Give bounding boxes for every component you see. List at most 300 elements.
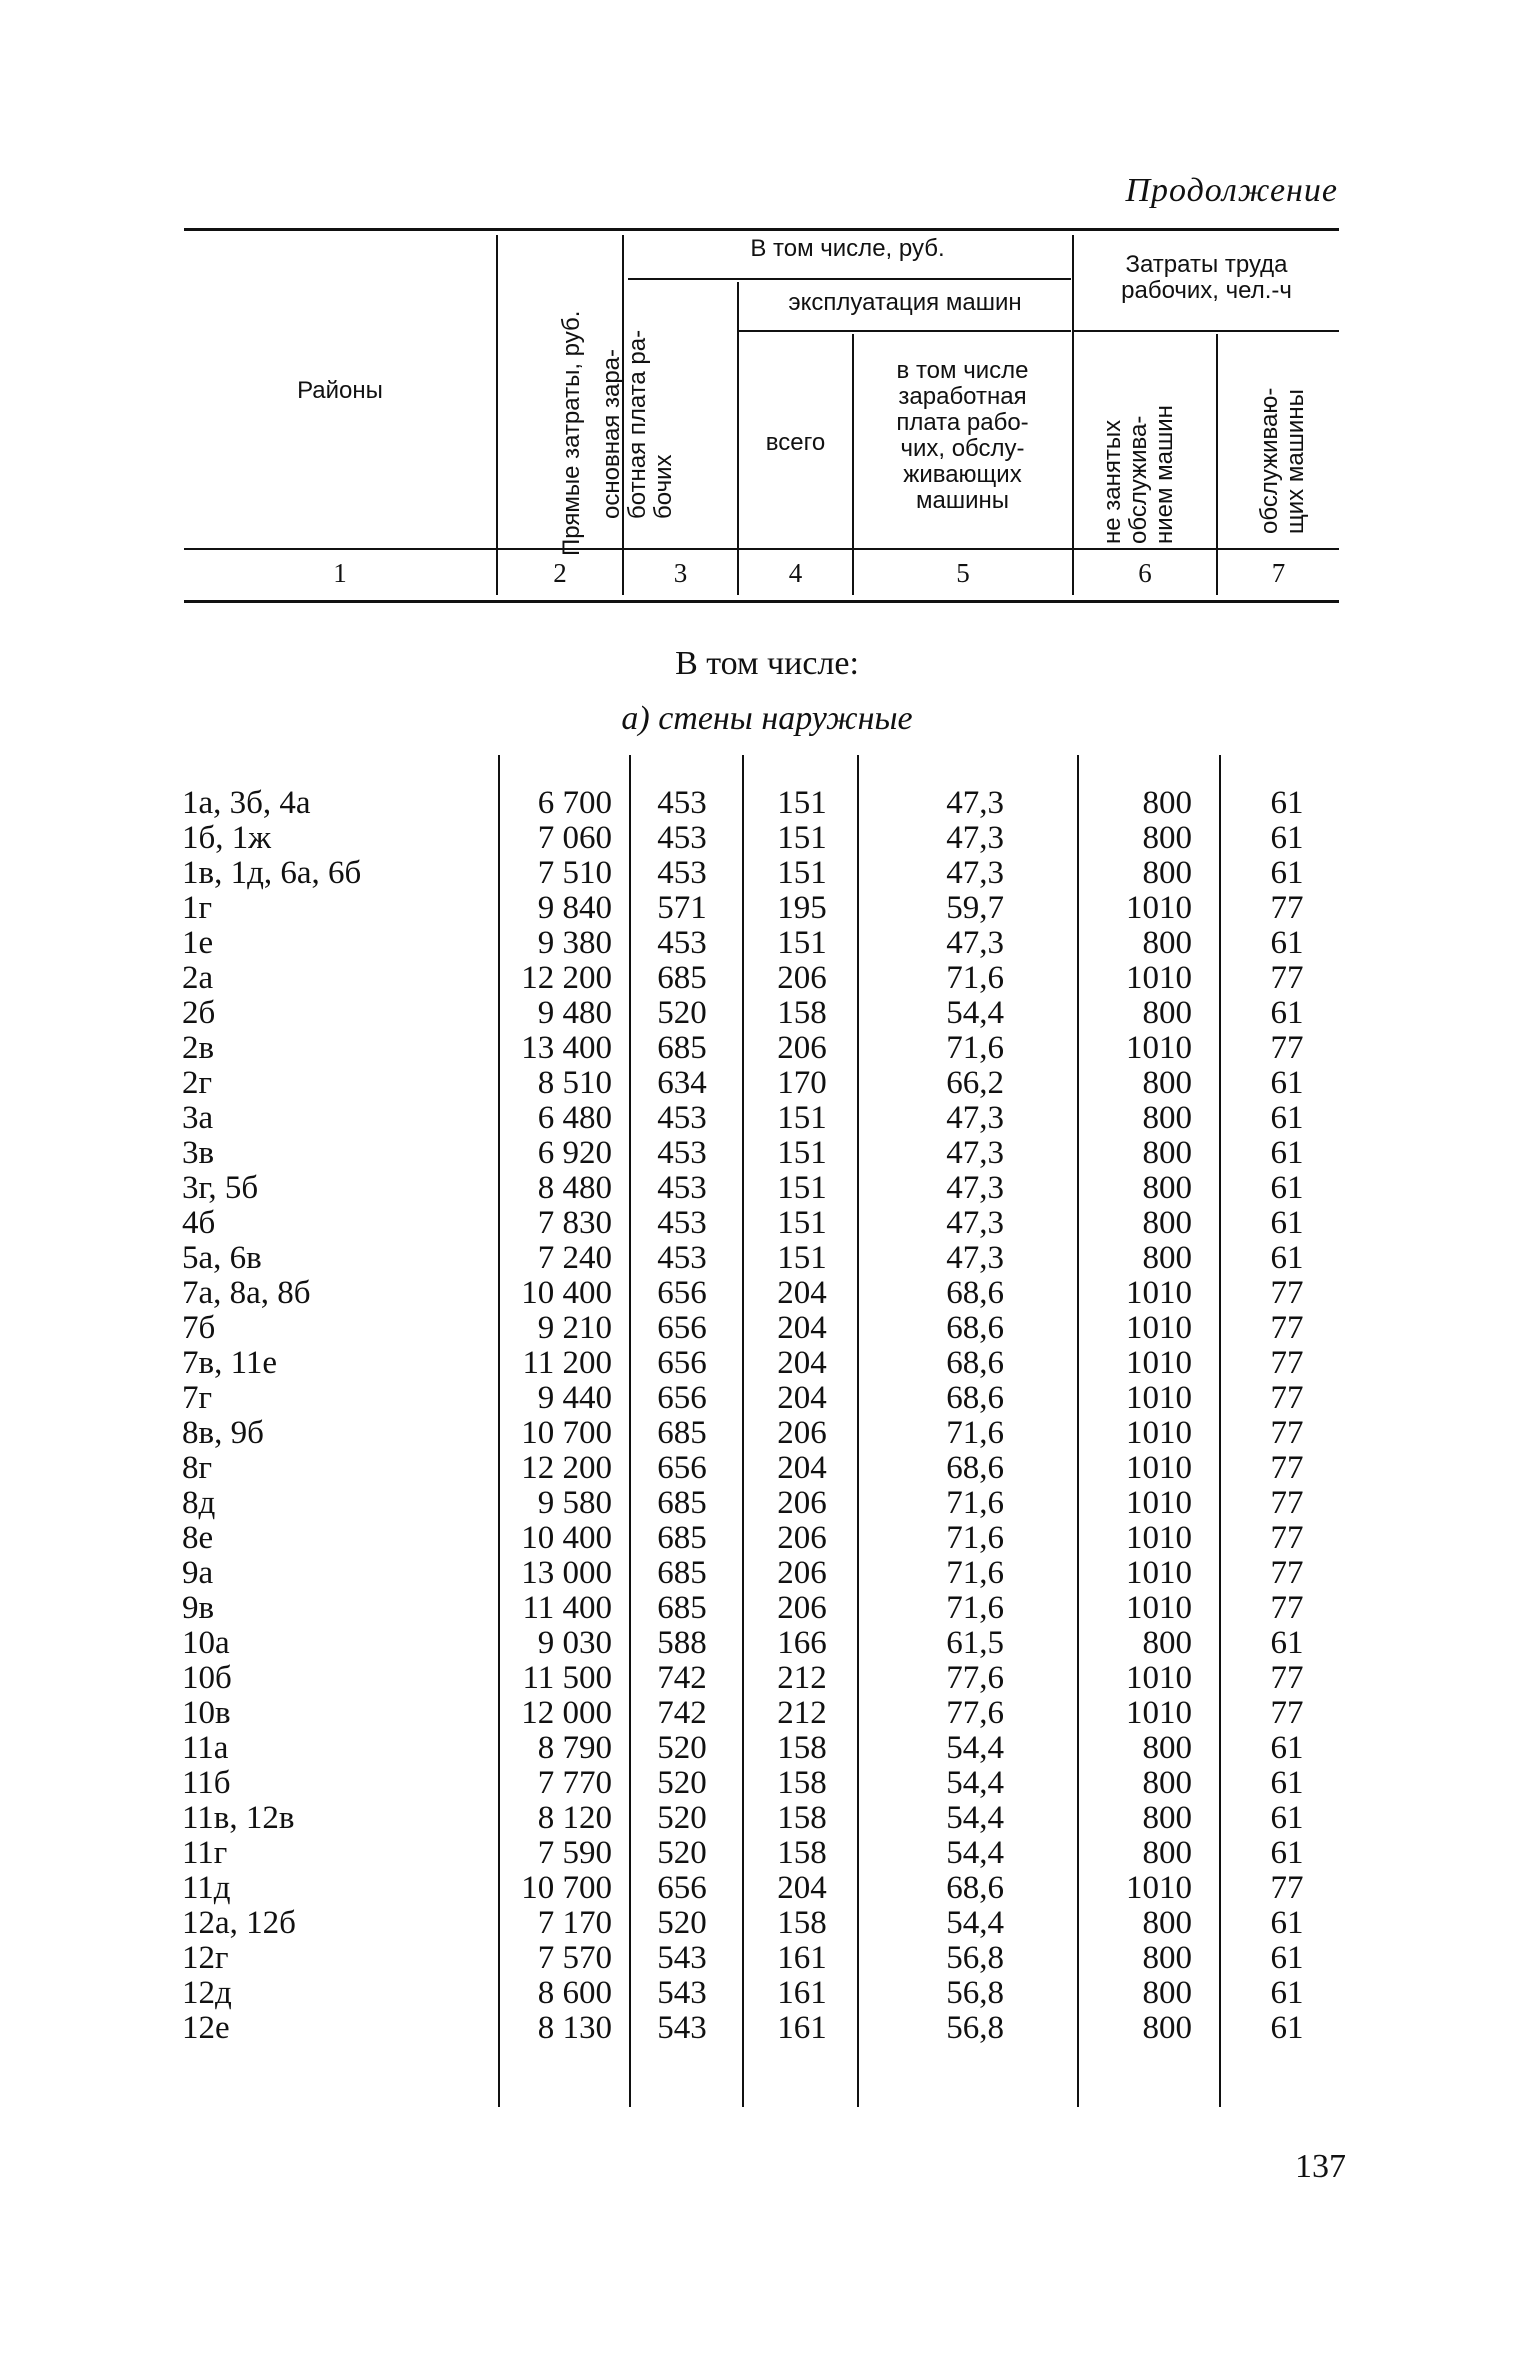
cell-base-wage: 685 (657, 1590, 707, 1626)
table-row (0, 1451, 1534, 1486)
cell-direct-costs: 7 510 (537, 855, 612, 891)
cell-machine-wage: 56,8 (946, 2010, 1004, 2046)
cell-labor-servicing: 77 (1270, 1520, 1304, 1556)
cell-labor-servicing: 61 (1270, 1240, 1304, 1276)
cell-district: 10в (182, 1695, 231, 1731)
cell-district: 2б (182, 995, 216, 1031)
table-row (0, 1381, 1534, 1416)
cell-direct-costs: 11 200 (522, 1345, 612, 1381)
table-row (0, 926, 1534, 961)
cell-district: 8г (182, 1450, 213, 1486)
cell-machine-total: 151 (777, 1100, 827, 1136)
header-vline-1 (496, 235, 498, 595)
header-including-rub: В том числе, руб. (750, 235, 945, 262)
cell-machine-wage: 54,4 (946, 1835, 1004, 1871)
cell-base-wage: 520 (657, 1835, 707, 1871)
cell-labor-not-servicing: 800 (1142, 1765, 1192, 1801)
table-row (0, 1766, 1534, 1801)
table-row (0, 961, 1534, 996)
cell-machine-wage: 59,7 (946, 890, 1004, 926)
cell-machine-wage: 54,4 (946, 1905, 1004, 1941)
cell-labor-not-servicing: 800 (1142, 1940, 1192, 1976)
cell-labor-servicing: 77 (1270, 1380, 1304, 1416)
table-row (0, 1171, 1534, 1206)
cell-labor-servicing: 77 (1270, 1870, 1304, 1906)
table-row (0, 856, 1534, 891)
cell-direct-costs: 8 120 (537, 1800, 612, 1836)
table-row (0, 1521, 1534, 1556)
cell-labor-not-servicing: 800 (1142, 1625, 1192, 1661)
cell-labor-servicing: 61 (1270, 1065, 1304, 1101)
cell-base-wage: 520 (657, 995, 707, 1031)
cell-machine-total: 161 (777, 1975, 827, 2011)
table-row (0, 1696, 1534, 1731)
cell-base-wage: 453 (657, 925, 707, 961)
cell-direct-costs: 7 570 (537, 1940, 612, 1976)
table-row (0, 1731, 1534, 1766)
header-rule-machines (738, 330, 1071, 332)
cell-labor-servicing: 61 (1270, 995, 1304, 1031)
column-number-3: 3 (673, 558, 688, 588)
cell-machine-total: 151 (777, 785, 827, 821)
cell-machine-wage: 71,6 (946, 1520, 1004, 1556)
cell-direct-costs: 10 700 (521, 1415, 612, 1451)
cell-machine-wage: 68,6 (946, 1450, 1004, 1486)
cell-machine-wage: 47,3 (946, 1240, 1004, 1276)
cell-base-wage: 453 (657, 1240, 707, 1276)
cell-base-wage: 634 (657, 1065, 707, 1101)
table-row (0, 1976, 1534, 2011)
cell-machine-wage: 71,6 (946, 1030, 1004, 1066)
cell-direct-costs: 9 480 (537, 995, 612, 1031)
cell-labor-servicing: 61 (1270, 1205, 1304, 1241)
cell-direct-costs: 9 030 (537, 1625, 612, 1661)
cell-direct-costs: 11 500 (522, 1660, 612, 1696)
cell-machine-wage: 56,8 (946, 1975, 1004, 2011)
cell-machine-wage: 47,3 (946, 1100, 1004, 1136)
cell-base-wage: 520 (657, 1765, 707, 1801)
cell-direct-costs: 7 060 (537, 820, 612, 856)
cell-machine-total: 212 (777, 1660, 827, 1696)
table-row (0, 2011, 1534, 2046)
cell-district: 7в, 11е (182, 1345, 278, 1381)
cell-labor-not-servicing: 800 (1142, 1135, 1192, 1171)
cell-base-wage: 685 (657, 1485, 707, 1521)
section-title: В том числе: (675, 645, 859, 682)
cell-base-wage: 656 (657, 1275, 707, 1311)
cell-labor-servicing: 77 (1270, 890, 1304, 926)
cell-labor-servicing: 61 (1270, 1835, 1304, 1871)
cell-district: 9в (182, 1590, 215, 1626)
table-row (0, 1206, 1534, 1241)
cell-labor-servicing: 61 (1270, 820, 1304, 856)
cell-labor-not-servicing: 1010 (1126, 1520, 1192, 1556)
cell-district: 5а, 6в (182, 1240, 262, 1276)
cell-machine-total: 204 (777, 1345, 827, 1381)
cell-labor-not-servicing: 800 (1142, 1800, 1192, 1836)
cell-machine-total: 204 (777, 1275, 827, 1311)
column-number-1: 1 (333, 558, 347, 588)
cell-district: 10а (182, 1625, 230, 1661)
cell-labor-not-servicing: 800 (1142, 1905, 1192, 1941)
table-row (0, 996, 1534, 1031)
cell-machine-total: 206 (777, 960, 827, 996)
cell-machine-total: 151 (777, 1240, 827, 1276)
cell-direct-costs: 8 130 (537, 2010, 612, 2046)
cell-labor-not-servicing: 1010 (1126, 1660, 1192, 1696)
cell-district: 3г, 5б (182, 1170, 259, 1206)
cell-base-wage: 656 (657, 1310, 707, 1346)
cell-district: 3в (182, 1135, 215, 1171)
cell-base-wage: 453 (657, 855, 707, 891)
cell-machine-total: 206 (777, 1590, 827, 1626)
cell-labor-not-servicing: 1010 (1126, 1380, 1192, 1416)
cell-machine-total: 206 (777, 1485, 827, 1521)
cell-labor-servicing: 61 (1270, 1100, 1304, 1136)
header-rule-bottom (184, 548, 1339, 550)
cell-base-wage: 520 (657, 1905, 707, 1941)
cell-district: 12д (182, 1975, 232, 2011)
cell-machine-total: 206 (777, 1030, 827, 1066)
cell-labor-not-servicing: 800 (1142, 1730, 1192, 1766)
cell-labor-not-servicing: 1010 (1126, 1555, 1192, 1591)
cell-base-wage: 453 (657, 820, 707, 856)
cell-machine-total: 151 (777, 1205, 827, 1241)
cell-labor-servicing: 77 (1270, 1310, 1304, 1346)
cell-base-wage: 453 (657, 1135, 707, 1171)
cell-labor-not-servicing: 1010 (1126, 1310, 1192, 1346)
cell-district: 8в, 9б (182, 1415, 264, 1451)
cell-direct-costs: 7 170 (537, 1905, 612, 1941)
table-row (0, 1626, 1534, 1661)
cell-machine-wage: 47,3 (946, 855, 1004, 891)
cell-labor-not-servicing: 800 (1142, 1835, 1192, 1871)
cell-base-wage: 685 (657, 1030, 707, 1066)
table-row (0, 786, 1534, 821)
cell-district: 12а, 12б (182, 1905, 296, 1941)
column-number-2: 2 (553, 558, 567, 588)
cell-direct-costs: 12 200 (521, 960, 612, 996)
cell-labor-not-servicing: 800 (1142, 995, 1192, 1031)
cell-labor-servicing: 77 (1270, 1275, 1304, 1311)
table-row (0, 1486, 1534, 1521)
cell-district: 3а (182, 1100, 214, 1136)
cell-district: 1б, 1ж (182, 820, 272, 856)
cell-machine-total: 161 (777, 1940, 827, 1976)
cell-district: 1е (182, 925, 214, 961)
cell-labor-not-servicing: 800 (1142, 1975, 1192, 2011)
cell-machine-wage: 68,6 (946, 1870, 1004, 1906)
cell-machine-wage: 54,4 (946, 1800, 1004, 1836)
cell-district: 12г (182, 1940, 229, 1976)
cell-district: 11в, 12в (182, 1800, 295, 1836)
cell-labor-not-servicing: 800 (1142, 1205, 1192, 1241)
cell-machine-total: 158 (777, 1835, 827, 1871)
cell-machine-total: 151 (777, 1135, 827, 1171)
cell-machine-wage: 47,3 (946, 1170, 1004, 1206)
cell-labor-servicing: 61 (1270, 1135, 1304, 1171)
cell-direct-costs: 13 400 (521, 1030, 612, 1066)
cell-labor-servicing: 61 (1270, 925, 1304, 961)
table-row (0, 1801, 1534, 1836)
cell-machine-total: 170 (777, 1065, 827, 1101)
cell-labor-servicing: 61 (1270, 1940, 1304, 1976)
cell-machine-wage: 77,6 (946, 1660, 1004, 1696)
cell-machine-wage: 71,6 (946, 1415, 1004, 1451)
cell-direct-costs: 7 830 (537, 1205, 612, 1241)
header-rule-including (628, 278, 1071, 280)
cell-base-wage: 685 (657, 960, 707, 996)
cell-district: 8д (182, 1485, 216, 1521)
table-row (0, 1941, 1534, 1976)
cell-direct-costs: 7 240 (537, 1240, 612, 1276)
cell-base-wage: 543 (657, 1940, 707, 1976)
cell-machine-total: 204 (777, 1310, 827, 1346)
cell-labor-servicing: 61 (1270, 1905, 1304, 1941)
cell-machine-wage: 47,3 (946, 1205, 1004, 1241)
cell-machine-wage: 61,5 (946, 1625, 1004, 1661)
header-machine-operation: эксплуатация машин (788, 289, 1022, 316)
cell-labor-not-servicing: 1010 (1126, 1695, 1192, 1731)
column-number-6: 6 (1138, 558, 1152, 588)
table-row (0, 1871, 1534, 1906)
cell-direct-costs: 8 510 (537, 1065, 612, 1101)
cell-labor-servicing: 61 (1270, 1170, 1304, 1206)
cell-labor-not-servicing: 1010 (1126, 1275, 1192, 1311)
cell-labor-not-servicing: 800 (1142, 1100, 1192, 1136)
header-servicing: обслуживаю- щих машины (1256, 387, 1309, 534)
table-row (0, 1661, 1534, 1696)
cell-labor-servicing: 77 (1270, 1030, 1304, 1066)
cell-machine-wage: 68,6 (946, 1310, 1004, 1346)
cell-base-wage: 571 (657, 890, 707, 926)
cell-base-wage: 685 (657, 1555, 707, 1591)
table-row (0, 891, 1534, 926)
cell-direct-costs: 12 000 (521, 1695, 612, 1731)
cell-district: 8е (182, 1520, 214, 1556)
table-row (0, 1416, 1534, 1451)
cell-direct-costs: 9 210 (537, 1310, 612, 1346)
cell-direct-costs: 11 400 (522, 1590, 612, 1626)
cell-machine-wage: 68,6 (946, 1275, 1004, 1311)
cell-direct-costs: 9 440 (537, 1380, 612, 1416)
cell-base-wage: 453 (657, 785, 707, 821)
cell-labor-not-servicing: 1010 (1126, 1030, 1192, 1066)
header-rule-numbers (184, 600, 1339, 603)
table-row (0, 1031, 1534, 1066)
cell-labor-servicing: 61 (1270, 1625, 1304, 1661)
table-row (0, 1346, 1534, 1381)
cell-direct-costs: 13 000 (521, 1555, 612, 1591)
cell-district: 7а, 8а, 8б (182, 1275, 311, 1311)
cell-machine-wage: 66,2 (946, 1065, 1004, 1101)
cell-machine-wage: 54,4 (946, 995, 1004, 1031)
cell-machine-total: 206 (777, 1555, 827, 1591)
table-row (0, 1136, 1534, 1171)
cell-labor-not-servicing: 1010 (1126, 1870, 1192, 1906)
cell-labor-servicing: 77 (1270, 1590, 1304, 1626)
header-base-wage: основная зара- ботная плата ра- бочих (598, 329, 677, 519)
cell-direct-costs: 9 840 (537, 890, 612, 926)
cell-labor-servicing: 77 (1270, 1555, 1304, 1591)
cell-base-wage: 742 (657, 1695, 707, 1731)
cell-direct-costs: 12 200 (521, 1450, 612, 1486)
cell-base-wage: 453 (657, 1100, 707, 1136)
cell-labor-not-servicing: 1010 (1126, 890, 1192, 926)
cell-machine-total: 151 (777, 855, 827, 891)
cell-machine-total: 166 (777, 1625, 827, 1661)
cell-base-wage: 520 (657, 1730, 707, 1766)
column-number-5: 5 (956, 558, 970, 588)
cell-machine-wage: 47,3 (946, 820, 1004, 856)
cell-direct-costs: 6 920 (537, 1135, 612, 1171)
cell-direct-costs: 8 600 (537, 1975, 612, 2011)
cell-base-wage: 453 (657, 1205, 707, 1241)
cell-machine-wage: 47,3 (946, 925, 1004, 961)
cell-machine-wage: 71,6 (946, 1590, 1004, 1626)
table-row (0, 1066, 1534, 1101)
cell-machine-wage: 54,4 (946, 1730, 1004, 1766)
table-row (0, 1241, 1534, 1276)
cell-machine-wage: 56,8 (946, 1940, 1004, 1976)
cell-district: 11а (182, 1730, 229, 1766)
cell-district: 1г (182, 890, 213, 926)
cell-district: 1а, 3б, 4а (182, 785, 311, 821)
cell-base-wage: 685 (657, 1520, 707, 1556)
cell-labor-not-servicing: 800 (1142, 1170, 1192, 1206)
cell-machine-wage: 71,6 (946, 1485, 1004, 1521)
cell-machine-wage: 68,6 (946, 1380, 1004, 1416)
header-districts: Районы (297, 377, 383, 404)
header-labor-costs: Затраты труда рабочих, чел.-ч (1121, 251, 1292, 304)
cell-labor-not-servicing: 800 (1142, 2010, 1192, 2046)
cell-machine-total: 158 (777, 995, 827, 1031)
cell-machine-total: 151 (777, 820, 827, 856)
header-not-servicing: не занятых обслужива- нием машин (1099, 405, 1178, 544)
cell-labor-servicing: 61 (1270, 1800, 1304, 1836)
cell-labor-servicing: 77 (1270, 1345, 1304, 1381)
cell-labor-not-servicing: 1010 (1126, 1345, 1192, 1381)
cell-labor-not-servicing: 1010 (1126, 960, 1192, 996)
header-rule-labor (1073, 330, 1339, 332)
cell-labor-not-servicing: 1010 (1126, 1590, 1192, 1626)
cell-labor-servicing: 61 (1270, 2010, 1304, 2046)
cell-labor-servicing: 61 (1270, 1765, 1304, 1801)
cell-labor-not-servicing: 800 (1142, 1240, 1192, 1276)
cell-machine-wage: 47,3 (946, 785, 1004, 821)
cell-machine-wage: 54,4 (946, 1765, 1004, 1801)
cell-direct-costs: 8 480 (537, 1170, 612, 1206)
cell-direct-costs: 6 700 (537, 785, 612, 821)
cell-district: 4б (182, 1205, 216, 1241)
cell-base-wage: 588 (657, 1625, 707, 1661)
cell-machine-total: 206 (777, 1415, 827, 1451)
cell-machine-total: 195 (777, 890, 827, 926)
cell-direct-costs: 7 770 (537, 1765, 612, 1801)
cell-direct-costs: 8 790 (537, 1730, 612, 1766)
cell-district: 7б (182, 1310, 216, 1346)
cell-machine-total: 151 (777, 925, 827, 961)
cell-base-wage: 453 (657, 1170, 707, 1206)
cell-labor-servicing: 77 (1270, 960, 1304, 996)
cell-base-wage: 656 (657, 1380, 707, 1416)
cell-district: 11д (182, 1870, 231, 1906)
cell-machine-wage: 47,3 (946, 1135, 1004, 1171)
table-row (0, 1556, 1534, 1591)
cell-direct-costs: 10 700 (521, 1870, 612, 1906)
cell-district: 1в, 1д, 6а, 6б (182, 855, 362, 891)
continuation-label: Продолжение (1125, 172, 1338, 209)
column-number-4: 4 (788, 558, 803, 588)
cell-district: 2а (182, 960, 214, 996)
cell-base-wage: 656 (657, 1450, 707, 1486)
cell-base-wage: 543 (657, 1975, 707, 2011)
cell-labor-servicing: 77 (1270, 1695, 1304, 1731)
cell-machine-wage: 71,6 (946, 960, 1004, 996)
cell-machine-total: 206 (777, 1520, 827, 1556)
cell-labor-servicing: 77 (1270, 1485, 1304, 1521)
cell-machine-total: 204 (777, 1870, 827, 1906)
cell-labor-not-servicing: 800 (1142, 855, 1192, 891)
cell-district: 9а (182, 1555, 214, 1591)
cell-district: 2г (182, 1065, 213, 1101)
section-subtitle: а) стены наружные (621, 700, 913, 737)
header-total: всего (765, 429, 826, 456)
header-vline-6 (1216, 334, 1218, 595)
page-number: 137 (1295, 2148, 1346, 2185)
table-row (0, 821, 1534, 856)
cell-labor-not-servicing: 800 (1142, 1065, 1192, 1101)
column-number-7: 7 (1271, 558, 1286, 588)
cell-machine-total: 158 (777, 1730, 827, 1766)
cell-labor-not-servicing: 1010 (1126, 1415, 1192, 1451)
table-row (0, 1101, 1534, 1136)
cell-machine-total: 204 (777, 1450, 827, 1486)
cell-base-wage: 742 (657, 1660, 707, 1696)
cell-direct-costs: 9 580 (537, 1485, 612, 1521)
cell-labor-servicing: 61 (1270, 785, 1304, 821)
cell-labor-servicing: 61 (1270, 855, 1304, 891)
cell-base-wage: 685 (657, 1415, 707, 1451)
table-row (0, 1591, 1534, 1626)
header-direct-costs: Прямые затраты, руб. (558, 310, 585, 556)
cell-labor-not-servicing: 800 (1142, 785, 1192, 821)
cell-machine-total: 158 (777, 1800, 827, 1836)
cell-district: 11г (182, 1835, 228, 1871)
cell-labor-servicing: 61 (1270, 1975, 1304, 2011)
cell-labor-not-servicing: 800 (1142, 925, 1192, 961)
cell-machine-total: 158 (777, 1905, 827, 1941)
cell-district: 10б (182, 1660, 232, 1696)
cell-base-wage: 520 (657, 1800, 707, 1836)
cell-base-wage: 656 (657, 1870, 707, 1906)
cell-machine-total: 161 (777, 2010, 827, 2046)
cell-base-wage: 656 (657, 1345, 707, 1381)
cell-direct-costs: 10 400 (521, 1275, 612, 1311)
cell-labor-not-servicing: 1010 (1126, 1450, 1192, 1486)
table-row (0, 1906, 1534, 1941)
table-row (0, 1276, 1534, 1311)
cell-machine-wage: 77,6 (946, 1695, 1004, 1731)
cell-labor-servicing: 77 (1270, 1450, 1304, 1486)
cell-machine-total: 204 (777, 1380, 827, 1416)
cell-labor-not-servicing: 800 (1142, 820, 1192, 856)
cell-labor-not-servicing: 1010 (1126, 1485, 1192, 1521)
cell-machine-total: 158 (777, 1765, 827, 1801)
cell-machine-wage: 71,6 (946, 1555, 1004, 1591)
cell-labor-servicing: 77 (1270, 1660, 1304, 1696)
cell-direct-costs: 10 400 (521, 1520, 612, 1556)
